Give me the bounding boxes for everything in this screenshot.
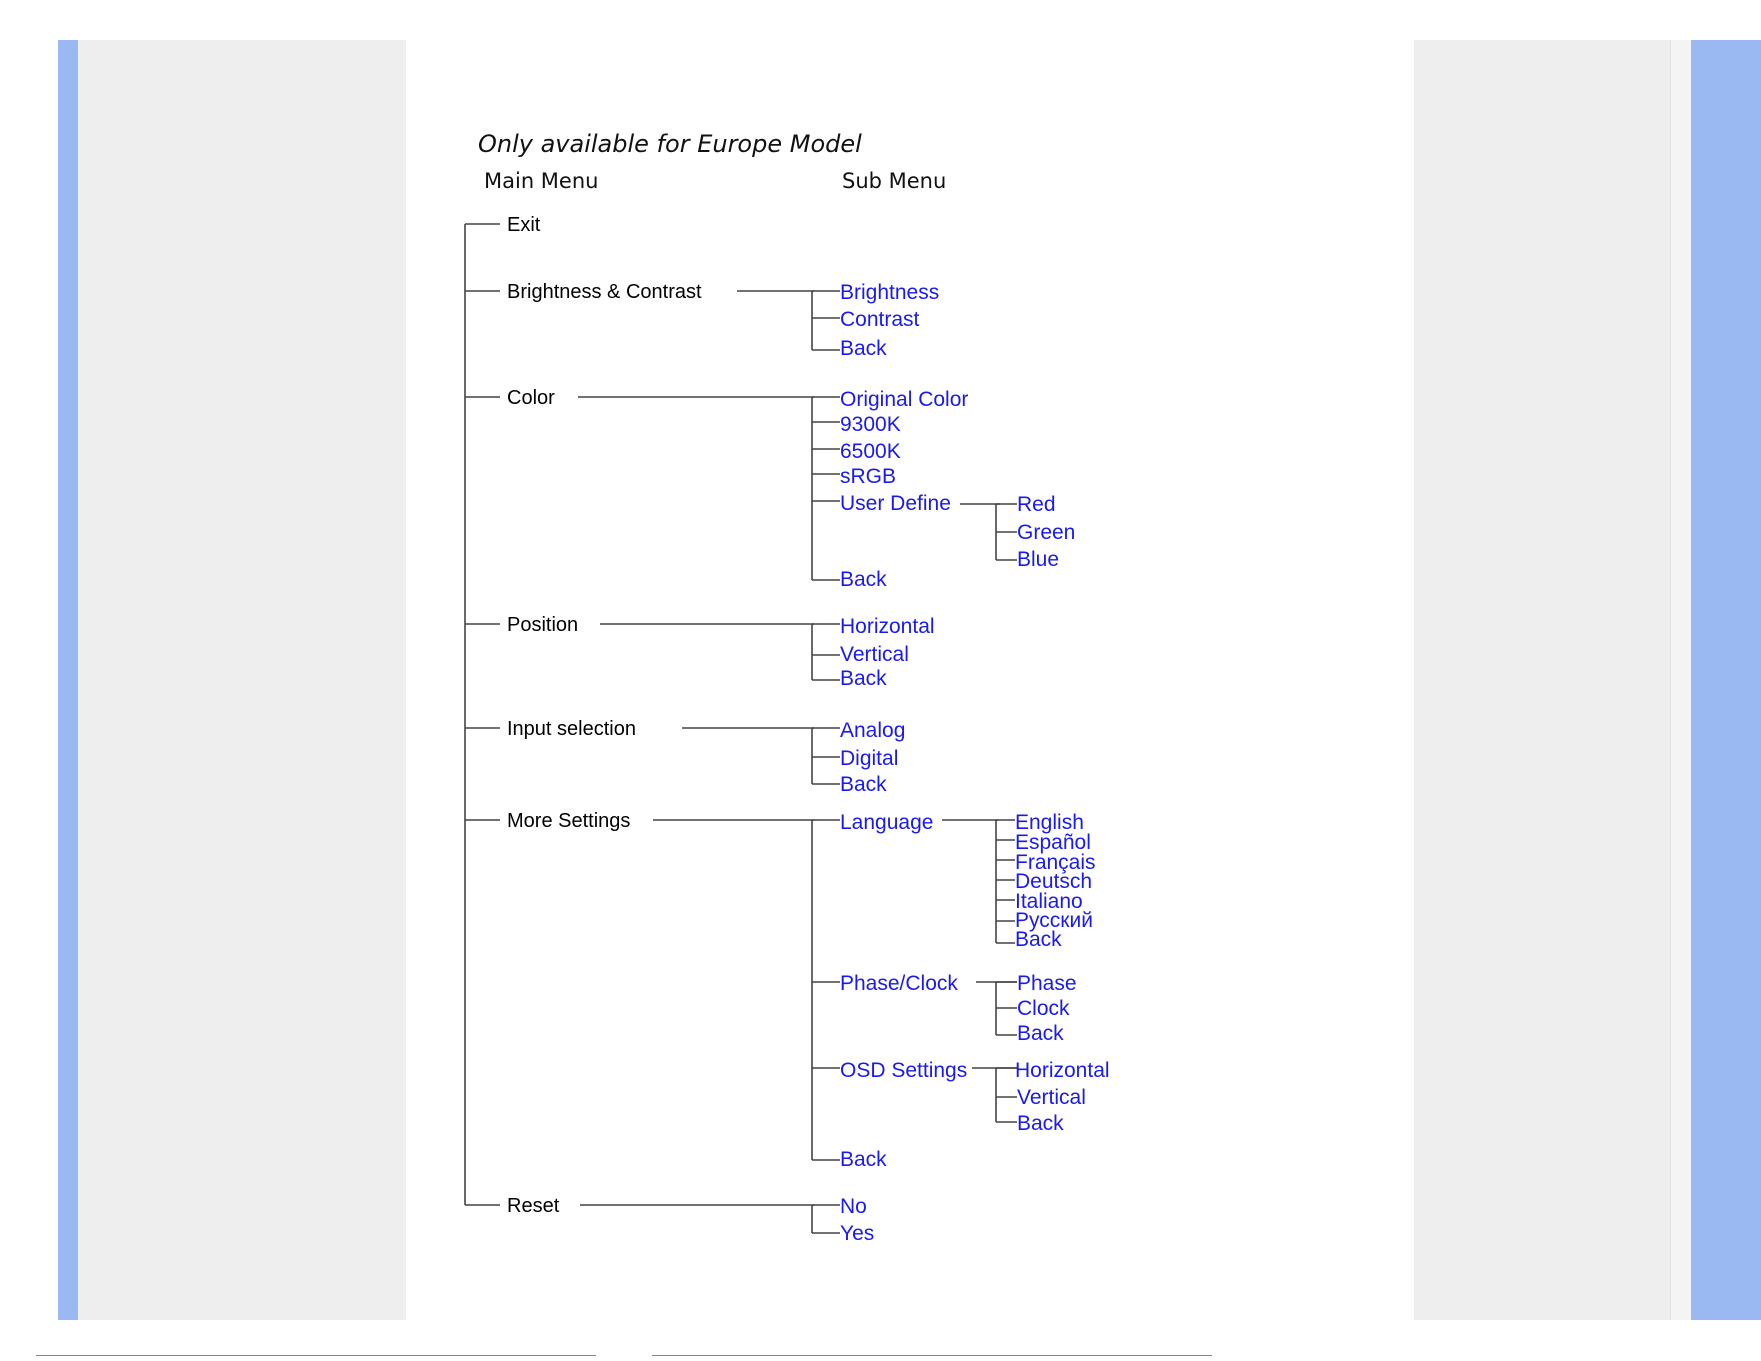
sub-item-green[interactable]: Green — [1017, 521, 1076, 544]
sub-item-osd-settings[interactable]: OSD Settings — [840, 1059, 968, 1082]
sub-item-back[interactable]: Back — [840, 773, 887, 796]
sub-item-analog[interactable]: Analog — [840, 719, 906, 742]
sub-menu-header: Sub Menu — [842, 169, 947, 193]
page-title: Only available for Europe Model — [478, 130, 862, 158]
sub-item-english[interactable]: English — [1015, 811, 1084, 834]
sub-item-user-define[interactable]: User Define — [840, 492, 951, 515]
sub-item-contrast[interactable]: Contrast — [840, 308, 920, 331]
sub-item-clock[interactable]: Clock — [1017, 997, 1070, 1020]
sub-item-back[interactable]: Back — [840, 568, 887, 591]
menu-item-more-settings[interactable]: More Settings — [507, 810, 631, 832]
sub-item-italiano[interactable]: Italiano — [1015, 890, 1083, 913]
main-menu-header: Main Menu — [484, 169, 599, 193]
sub-item-back[interactable]: Back — [1015, 928, 1062, 951]
sub-item-digital[interactable]: Digital — [840, 747, 899, 770]
sub-item-back[interactable]: Back — [1017, 1112, 1064, 1135]
sub-item-9300k[interactable]: 9300K — [840, 413, 901, 436]
sub-item-brightness[interactable]: Brightness — [840, 281, 940, 304]
menu-item-brightness-contrast[interactable]: Brightness & Contrast — [507, 281, 702, 303]
sub-item-deutsch[interactable]: Deutsch — [1015, 870, 1093, 893]
sub-item-original-color[interactable]: Original Color — [840, 388, 969, 411]
sub-item-blue[interactable]: Blue — [1017, 548, 1060, 571]
sub-item-6500k[interactable]: 6500K — [840, 440, 901, 463]
sub-item-no[interactable]: No — [840, 1195, 867, 1218]
menu-item-color[interactable]: Color — [507, 387, 555, 409]
sub-item-espanol[interactable]: Español — [1015, 831, 1091, 854]
sub-item-srgb[interactable]: sRGB — [840, 465, 897, 488]
sub-item-back[interactable]: Back — [1017, 1022, 1064, 1045]
sub-item-francais[interactable]: Français — [1015, 851, 1096, 874]
menu-item-reset[interactable]: Reset — [507, 1195, 560, 1217]
sub-item-vertical[interactable]: Vertical — [840, 643, 909, 666]
sub-item-horizontal[interactable]: Horizontal — [840, 615, 935, 638]
sub-item-red[interactable]: Red — [1017, 493, 1056, 516]
sub-item-back[interactable]: Back — [840, 667, 887, 690]
sub-item-back[interactable]: Back — [840, 337, 887, 360]
menu-item-position[interactable]: Position — [507, 614, 579, 636]
sub-item-russian[interactable]: Русский — [1015, 909, 1093, 932]
menu-item-input-selection[interactable]: Input selection — [507, 718, 636, 740]
sub-item-horizontal[interactable]: Horizontal — [1015, 1059, 1110, 1082]
menu-item-exit[interactable]: Exit — [507, 214, 541, 236]
sub-item-language[interactable]: Language — [840, 811, 934, 834]
sub-item-vertical[interactable]: Vertical — [1017, 1086, 1086, 1109]
sub-item-phase[interactable]: Phase — [1017, 972, 1077, 995]
sub-item-phase-clock[interactable]: Phase/Clock — [840, 972, 958, 995]
sub-item-yes[interactable]: Yes — [840, 1222, 875, 1245]
sub-item-back[interactable]: Back — [840, 1148, 887, 1171]
